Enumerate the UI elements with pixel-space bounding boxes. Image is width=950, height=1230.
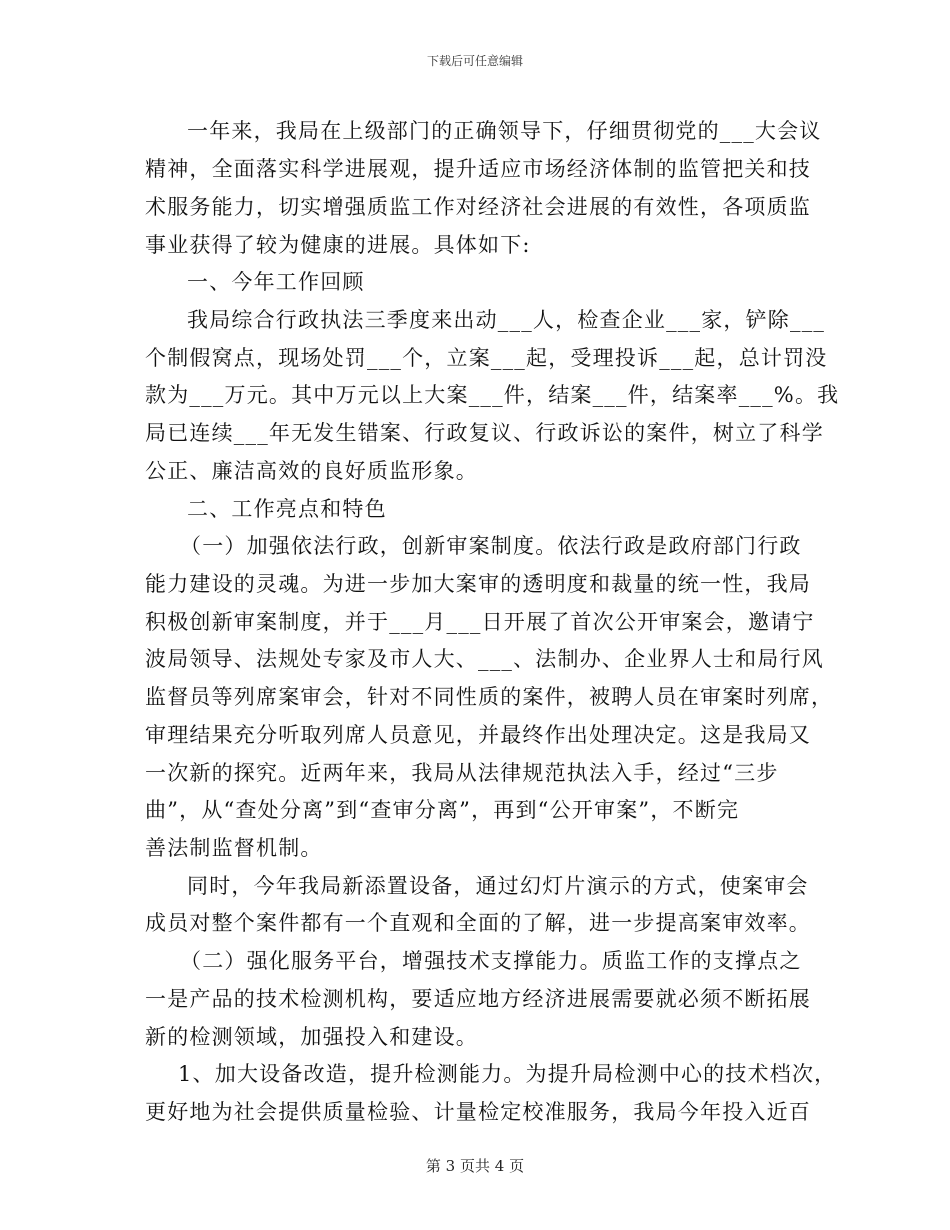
paragraph-line: 同时，今年我局新添置设备，通过幻灯片演示的方式，使案审会 xyxy=(187,874,809,898)
paragraph-line: 积极创新审案制度，并于___月___日开展了首次公开审案会，邀请宁 xyxy=(145,610,815,634)
paragraph-line: 成员对整个案件都有一个直观和全面的了解，进一步提高案审效率。 xyxy=(145,911,811,935)
paragraph-line: 公正、廉洁高效的良好质监形象。 xyxy=(145,459,478,483)
paragraph-line: 款为___万元。其中万元以上大案___件，结案___件，结案率___%。我 xyxy=(145,383,840,407)
paragraph-line: 监督员等列席案审会，针对不同性质的案件，被聘人员在审案时列席， xyxy=(145,685,834,709)
paragraph-line: 善法制监督机制。 xyxy=(145,836,323,860)
section-heading: 一、今年工作回顾 xyxy=(187,270,365,294)
section-heading: 二、工作亮点和特色 xyxy=(187,497,387,521)
paragraph-line: 精神，全面落实科学进展观，提升适应市场经济体制的监管把关和技 xyxy=(145,157,811,181)
paragraph-line: 1、加大设备改造，提升检测能力。为提升局检测中心的技术档次， xyxy=(178,1062,837,1086)
paragraph-line: 局已连续___年无发生错案、行政复议、行政诉讼的案件，树立了科学 xyxy=(145,421,824,445)
paragraph-line: 一是产品的技术检测机构，要适应地方经济进展需要就必须不断拓展 xyxy=(145,987,811,1011)
page-header: 下载后可任意编辑 xyxy=(426,54,523,68)
paragraph-line: 更好地为社会提供质量检验、计量检定校准服务，我局今年投入近百 xyxy=(145,1100,811,1124)
paragraph-line: 事业获得了较为健康的进展。具体如下: xyxy=(145,233,531,257)
paragraph-line: 曲”，从“查处分离”到“查审分离”，再到“公开审案”，不断完 xyxy=(145,798,740,822)
paragraph-line: （二）强化服务平台，增强技术支撑能力。质监工作的支撑点之 xyxy=(180,949,802,973)
paragraph-line: 一次新的探究。近两年来，我局从法律规范执法入手，经过“三步 xyxy=(145,761,779,785)
paragraph-line: 术服务能力，切实增强质监工作对经济社会进展的有效性，各项质监 xyxy=(145,195,811,219)
paragraph-line: 我局综合行政执法三季度来出动___人，检查企业___家，铲除___ xyxy=(187,308,826,332)
paragraph-line: 一年来，我局在上级部门的正确领导下，仔细贯彻党的___大会议 xyxy=(187,119,822,143)
paragraph-line: 波局领导、法规处专家及市人大、___、法制办、企业界人士和局行风 xyxy=(145,647,824,671)
page-footer: 第 3 页共 4 页 xyxy=(425,1157,525,1175)
paragraph-line: （一）加强依法行政，创新审案制度。依法行政是政府部门行政 xyxy=(180,534,802,558)
paragraph-line: 新的检测领域，加强投入和建设。 xyxy=(145,1025,478,1049)
paragraph-line: 个制假窝点，现场处罚___个，立案___起，受理投诉___起，总计罚没 xyxy=(145,346,828,370)
paragraph-line: 能力建设的灵魂。为进一步加大案审的透明度和裁量的统一性，我局 xyxy=(145,572,811,596)
paragraph-line: 审理结果充分听取列席人员意见，并最终作出处理决定。这是我局又 xyxy=(145,723,811,747)
